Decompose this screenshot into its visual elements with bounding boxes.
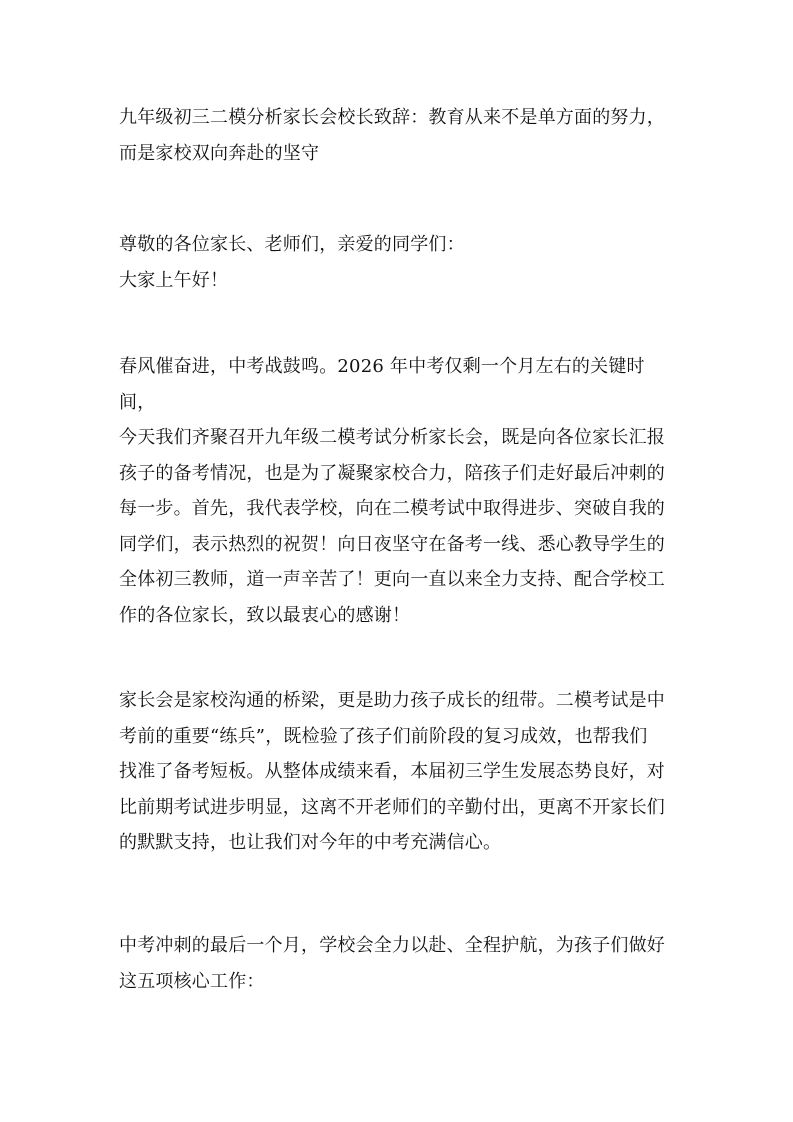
- paragraph-line: 同学们，表示热烈的祝贺！向日夜坚守在备考一线、悉心教导学生的: [119, 533, 665, 555]
- salutation: 尊敬的各位家长、老师们，亲爱的同学们：: [119, 234, 465, 255]
- paragraph-line: 每一步。首先，我代表学校，向在二模考试中取得进步、突破自我的: [119, 498, 665, 519]
- document-title: [119, 100, 679, 171]
- paragraph-line: 春风催奋进，中考战鼓鸣。2026 年中考仅剩一个月左右的关键时间，: [119, 356, 645, 413]
- paragraph-line: 考前的重要“练兵”，既检验了孩子们前阶段的复习成效，也帮我们: [119, 725, 648, 747]
- title-line: 九年级初三二模分析家长会校长致辞：教育从来不是单方面的努力，: [119, 107, 665, 128]
- paragraph-line: 作的各位家长，致以最衷心的感谢！: [119, 604, 411, 626]
- salutation-block: [119, 227, 679, 298]
- paragraph-3: [119, 928, 679, 999]
- paragraph-line: 中考冲刺的最后一个月，学校会全力以赴、全程护航，为孩子们做好: [119, 935, 665, 956]
- paragraph-line: 这五项核心工作：: [119, 970, 265, 992]
- paragraph-line: 比前期考试进步明显，这离不开老师们的辛勤付出，更离不开家长们: [119, 796, 665, 818]
- paragraph-2: [119, 683, 679, 861]
- paragraph-line: 全体初三教师，道一声辛苦了！更向一直以来全力支持、配合学校工: [119, 569, 665, 590]
- paragraph-line: 今天我们齐聚召开九年级二模考试分析家长会，既是向各位家长汇报: [119, 427, 665, 448]
- paragraph-line: 找准了备考短板。从整体成绩来看，本届初三学生发展态势良好，对: [119, 761, 665, 782]
- paragraph-line: 家长会是家校沟通的桥梁，更是助力孩子成长的纽带。二模考试是中: [119, 690, 665, 711]
- title-line: 而是家校双向奔赴的坚守: [119, 142, 320, 164]
- paragraph-line: 孩子的备考情况，也是为了凝聚家校合力，陪孩子们走好最后冲刺的: [119, 462, 665, 484]
- paragraph-line: 的默默支持，也让我们对今年的中考充满信心。: [119, 832, 502, 853]
- paragraph-1: [119, 349, 679, 633]
- greeting: 大家上午好！: [119, 269, 229, 291]
